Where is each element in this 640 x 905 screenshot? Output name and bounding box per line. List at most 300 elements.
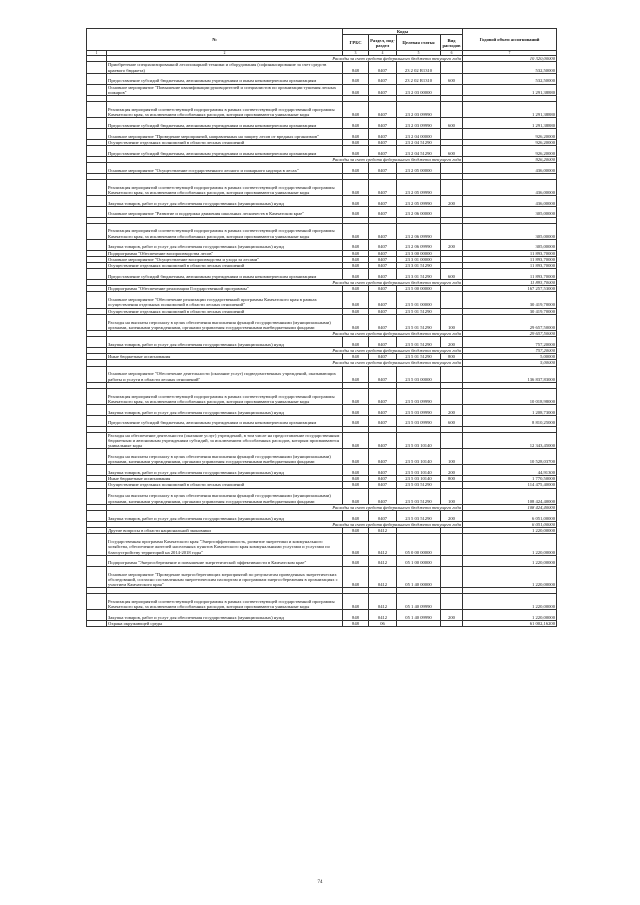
- grbs-code: 848: [343, 534, 369, 556]
- expense-type-code: 200: [441, 404, 463, 415]
- num-cell: [87, 449, 107, 465]
- header-total: Годовой объем ассигнований: [463, 29, 557, 51]
- header-codes: Коды: [343, 29, 463, 35]
- expense-type-code: 200: [441, 195, 463, 206]
- grbs-code: 848: [343, 84, 369, 95]
- amount-cell: 1 208,73000: [463, 404, 557, 415]
- num-cell: [87, 555, 107, 566]
- target-article-code: 23 5 01 51290: [397, 354, 441, 360]
- grbs-code: 848: [343, 488, 369, 504]
- funding-note: Расходы за счет средств федерального бюджета текущего года: [107, 156, 463, 162]
- amount-cell: 29 657,50000: [463, 330, 557, 336]
- target-article-code: 05 0 00 00000: [397, 534, 441, 556]
- expense-type-code: 800: [441, 476, 463, 482]
- num-cell: [87, 610, 107, 621]
- table-row: [87, 555, 557, 566]
- table-row: [87, 62, 557, 73]
- expense-type-code: [441, 432, 463, 449]
- amount-cell: 6 051,00000: [463, 510, 557, 521]
- table-row: [87, 195, 557, 206]
- target-article-code: 23 5 03 51290: [397, 482, 441, 488]
- target-article-code: 23 5 03 10140: [397, 465, 441, 476]
- table-row: [87, 566, 557, 588]
- amount-cell: 167 257,53000: [463, 286, 557, 292]
- section-code: 0407: [369, 488, 397, 504]
- section-code: 0407: [369, 465, 397, 476]
- section-code: 0407: [369, 366, 397, 382]
- expense-type-code: [441, 566, 463, 588]
- target-article-code: 23 3 01 00000: [397, 256, 441, 262]
- table-row: [87, 223, 557, 239]
- num-cell: [87, 269, 107, 280]
- target-article-code: 23 2 04 51290: [397, 139, 441, 145]
- section-code: 0407: [369, 510, 397, 521]
- expense-type-code: 100: [441, 449, 463, 465]
- amount-cell: 926,20000: [463, 129, 557, 140]
- num-cell: [87, 404, 107, 415]
- table-body: [87, 56, 557, 627]
- amount-cell: 11 893,70000: [463, 269, 557, 280]
- funding-note: Расходы за счет средств федерального бюджета текущего года: [107, 347, 463, 353]
- amount-cell: 10 018,98000: [463, 388, 557, 404]
- num-cell: [87, 388, 107, 404]
- table-row: [87, 84, 557, 95]
- section-code: 0407: [369, 223, 397, 239]
- num-cell: [87, 366, 107, 382]
- amount-cell: 436,00000: [463, 179, 557, 195]
- section-code: 0412: [369, 527, 397, 533]
- target-article-code: 23 5 01 51290: [397, 314, 441, 330]
- section-code: 0407: [369, 73, 397, 84]
- target-article-code: 23 5 03 09990: [397, 415, 441, 426]
- target-article-code: 23 5 03 10140: [397, 432, 441, 449]
- item-name: Осуществление отдельных полномочий в области лесных отношений: [107, 308, 343, 314]
- grbs-code: 848: [343, 129, 369, 140]
- section-code: 0407: [369, 415, 397, 426]
- item-name: Предоставление субсидий бюджетным, автономным учреждениям и иным некоммерческим организациям: [107, 118, 343, 129]
- target-article-code: 23 3 00 00000: [397, 250, 441, 256]
- expense-type-code: [441, 388, 463, 404]
- header-csr: Целевая статья: [397, 35, 441, 51]
- amount-cell: 1 220,00000: [463, 566, 557, 588]
- num-cell: [87, 337, 107, 348]
- item-name: Расходы на выплаты персоналу в целях обеспечения выполнения функций государственными (муниципальными) органами, казенными учреждениями, органами управления государственными внебюджетными фондами: [107, 488, 343, 504]
- section-code: 0407: [369, 163, 397, 174]
- grbs-code: 848: [343, 465, 369, 476]
- table-row: [87, 488, 557, 504]
- amount-cell: 12 343,45000: [463, 432, 557, 449]
- amount-cell: 29 657,50000: [463, 314, 557, 330]
- expense-type-code: [441, 62, 463, 73]
- expense-type-code: 200: [441, 510, 463, 521]
- num-cell: [87, 73, 107, 84]
- target-article-code: 23 2 03 09990: [397, 102, 441, 118]
- grbs-code: 848: [343, 366, 369, 382]
- section-code: 0412: [369, 594, 397, 610]
- item-name: Предоставление субсидий бюджетным, автономным учреждениям и иным некоммерческим организациям: [107, 73, 343, 84]
- section-code: 0412: [369, 610, 397, 621]
- item-name: Осуществление отдельных полномочий в области лесных отношений: [107, 482, 343, 488]
- item-name: Осуществление отдельных полномочий в области лесных отношений: [107, 139, 343, 145]
- section-code: 0407: [369, 337, 397, 348]
- table-row: [87, 432, 557, 449]
- section-code: 0412: [369, 534, 397, 556]
- expense-type-code: [441, 555, 463, 566]
- target-article-code: 23 5 03 09990: [397, 388, 441, 404]
- target-article-code: 23 5 03 10140: [397, 476, 441, 482]
- expense-type-code: [441, 102, 463, 118]
- amount-cell: 30 419,70000: [463, 292, 557, 308]
- item-name: Закупка товаров, работ и услуг для обеспечения государственных (муниципальных) нужд: [107, 465, 343, 476]
- target-article-code: 23 2 03 00000: [397, 84, 441, 95]
- section-code: 0407: [369, 432, 397, 449]
- amount-cell: 5,00000: [463, 354, 557, 360]
- item-name: Основное мероприятие "Проведение мероприятий, направленных на защиту лесов от вредных организмов": [107, 129, 343, 140]
- expense-type-code: [441, 366, 463, 382]
- funding-note: Расходы за счет средств федерального бюджета текущего года: [107, 360, 463, 366]
- num-cell: [87, 118, 107, 129]
- item-name: Предоставление субсидий бюджетным, автономным учреждениям и иным некоммерческим организациям: [107, 415, 343, 426]
- grbs-code: 848: [343, 314, 369, 330]
- num-cell: [87, 465, 107, 476]
- amount-cell: 1 220,00000: [463, 555, 557, 566]
- section-code: 0407: [369, 139, 397, 145]
- amount-cell: 11 893,70000: [463, 279, 557, 285]
- table-row: [87, 146, 557, 157]
- target-article-code: 23 5 01 51290: [397, 308, 441, 314]
- item-name: Другие вопросы в области национальной экономики: [107, 527, 343, 533]
- section-code: 0407: [369, 179, 397, 195]
- expense-type-code: [441, 621, 463, 627]
- expense-type-code: [441, 84, 463, 95]
- expense-type-code: 200: [441, 337, 463, 348]
- section-code: 0407: [369, 239, 397, 250]
- amount-cell: 305,00000: [463, 239, 557, 250]
- grbs-code: 848: [343, 482, 369, 488]
- target-article-code: 23 2 02 R1310: [397, 62, 441, 73]
- amount-cell: 108 424,40000: [463, 504, 557, 510]
- target-article-code: 23 2 02 R1310: [397, 73, 441, 84]
- budget-sheet: [86, 28, 556, 627]
- expense-type-code: 800: [441, 354, 463, 360]
- table-row: [87, 465, 557, 476]
- grbs-code: 848: [343, 256, 369, 262]
- expense-type-code: 600: [441, 118, 463, 129]
- amount-cell: 1 220,00000: [463, 610, 557, 621]
- section-code: 0407: [369, 118, 397, 129]
- target-article-code: 23 2 04 51290: [397, 146, 441, 157]
- grbs-code: 848: [343, 269, 369, 280]
- section-code: 0407: [369, 146, 397, 157]
- amount-cell: 10 320,00000: [463, 56, 557, 62]
- page-number: 74: [317, 880, 323, 885]
- section-code: 0407: [369, 262, 397, 268]
- grbs-code: 848: [343, 62, 369, 73]
- grbs-code: 848: [343, 206, 369, 217]
- grbs-code: 848: [343, 594, 369, 610]
- expense-type-code: 600: [441, 146, 463, 157]
- item-name: Основное мероприятие "Обеспечение реализации государственной программы Камчатского края в рамках осуществления отдельных полномочий в области лесных отношений": [107, 292, 343, 308]
- table-row: [87, 404, 557, 415]
- item-name: Основное мероприятие "Обеспечение деятельности (оказание услуг) подведомственных учреждений, оказывающих работы и услуги в области лесных отношений": [107, 366, 343, 382]
- expense-type-code: 200: [441, 610, 463, 621]
- num-cell: [87, 239, 107, 250]
- grbs-code: 848: [343, 610, 369, 621]
- table-row: [87, 415, 557, 426]
- grbs-code: 848: [343, 286, 369, 292]
- table-row: [87, 102, 557, 118]
- funding-note: Расходы за счет средств федерального бюджета текущего года: [107, 521, 463, 527]
- section-code: 0407: [369, 476, 397, 482]
- target-article-code: 23 5 03 51290: [397, 510, 441, 521]
- grbs-code: 848: [343, 146, 369, 157]
- item-name: Подпрограмма "Энергосбережение и повышение энергетической эффективности в Камчатском крае": [107, 555, 343, 566]
- header-razdel: Раздел, под-раздел: [369, 35, 397, 51]
- item-name: Предоставление субсидий бюджетным, автономным учреждениям и иным некоммерческим организациям: [107, 269, 343, 280]
- section-code: 0407: [369, 404, 397, 415]
- num-cell: [87, 163, 107, 174]
- header-index: 1: [87, 51, 107, 56]
- num-cell: [87, 432, 107, 449]
- header-num: №: [87, 29, 343, 51]
- table-row: [87, 179, 557, 195]
- section-code: 0407: [369, 449, 397, 465]
- expense-type-code: 100: [441, 488, 463, 504]
- table-row: [87, 73, 557, 84]
- item-name: Подпрограмма "Обеспечение реализации Государственной программы": [107, 286, 343, 292]
- amount-cell: 8 810,25000: [463, 415, 557, 426]
- item-name: Закупка товаров, работ и услуг для обеспечения государственных (муниципальных) нужд: [107, 510, 343, 521]
- expense-type-code: [441, 534, 463, 556]
- target-article-code: 23 5 03 51290: [397, 488, 441, 504]
- amount-cell: 532,50000: [463, 73, 557, 84]
- target-article-code: 23 2 03 09990: [397, 118, 441, 129]
- item-name: Реализация мероприятий соответствующей подпрограммы в рамках соответствующей государственной программы Камчатского края, за исключением обособленных расходов, которым присваиваются уникальные коды: [107, 102, 343, 118]
- item-name: Иные бюджетные ассигнования: [107, 354, 343, 360]
- amount-cell: 11 893,70000: [463, 262, 557, 268]
- target-article-code: 23 2 06 09990: [397, 223, 441, 239]
- item-name: Государственная программа Камчатского края "Энергоэффективность, развитие энергетики и коммунального хозяйства, обеспечение жителей населенных пунктов Камчатского края коммунальными услугами и услугами по благоустройству территорий на 2014-2018 годы": [107, 534, 343, 556]
- num-cell: [87, 566, 107, 588]
- grbs-code: 848: [343, 337, 369, 348]
- funding-note: Расходы за счет средств федерального бюджета текущего года: [107, 504, 463, 510]
- table-row: [87, 129, 557, 140]
- grbs-code: 848: [343, 292, 369, 308]
- num-cell: [87, 129, 107, 140]
- grbs-code: 848: [343, 163, 369, 174]
- expense-type-code: 600: [441, 269, 463, 280]
- item-name: Охрана окружающей среды: [107, 621, 343, 627]
- num-cell: [87, 146, 107, 157]
- item-name: Основное мероприятие "Осуществление государственного лесного и пожарного надзора в лесах": [107, 163, 343, 174]
- amount-cell: 1 220,00000: [463, 534, 557, 556]
- target-article-code: 23 3 01 51290: [397, 269, 441, 280]
- section-code: 0407: [369, 286, 397, 292]
- section-code: 0407: [369, 195, 397, 206]
- header-grbs: ГРБС: [343, 35, 369, 51]
- grbs-code: 848: [343, 621, 369, 627]
- grbs-code: 848: [343, 118, 369, 129]
- header-index: 3: [343, 51, 369, 56]
- item-name: Основное мероприятие "Повышение квалификации руководителей и специалистов по организации тушения лесных пожаров": [107, 84, 343, 95]
- amount-cell: 926,20000: [463, 146, 557, 157]
- target-article-code: 23 5 03 00000: [397, 366, 441, 382]
- table-row: [87, 206, 557, 217]
- section-code: 0407: [369, 314, 397, 330]
- item-name: Реализация мероприятий соответствующей подпрограммы в рамках соответствующей государственной программы Камчатского края, за исключением обособленных расходов, которым присваиваются уникальные коды: [107, 388, 343, 404]
- section-code: 0407: [369, 62, 397, 73]
- grbs-code: 848: [343, 179, 369, 195]
- item-name: Основное мероприятие "Осуществление воспроизводства и ухода за лесами": [107, 256, 343, 262]
- item-name: Осуществление отдельных полномочий в области лесных отношений: [107, 262, 343, 268]
- amount-cell: 108 424,40000: [463, 488, 557, 504]
- section-code: 0407: [369, 269, 397, 280]
- num-cell: [87, 62, 107, 73]
- table-header: [87, 29, 557, 56]
- table-row: [87, 163, 557, 174]
- header-index: 7: [463, 51, 557, 56]
- funding-note: Расходы за счет средств федерального бюджета текущего года: [107, 279, 463, 285]
- section-code: 0407: [369, 482, 397, 488]
- grbs-code: 848: [343, 250, 369, 256]
- item-name: Предоставление субсидий бюджетным, автономным учреждениям и иным некоммерческим организациям: [107, 146, 343, 157]
- section-code: 0407: [369, 308, 397, 314]
- grbs-code: 848: [343, 510, 369, 521]
- amount-cell: 1 291,38880: [463, 102, 557, 118]
- grbs-code: 848: [343, 73, 369, 84]
- item-name: Закупка товаров, работ и услуг для обеспечения государственных (муниципальных) нужд: [107, 195, 343, 206]
- section-code: 0407: [369, 388, 397, 404]
- target-article-code: 23 2 04 00000: [397, 129, 441, 140]
- header-index: 5: [397, 51, 441, 56]
- target-article-code: 05 1 40 09990: [397, 610, 441, 621]
- amount-cell: 1 291,38880: [463, 118, 557, 129]
- amount-cell: 5,00000: [463, 360, 557, 366]
- amount-cell: 61 002,16200: [463, 621, 557, 627]
- expense-type-code: 200: [441, 465, 463, 476]
- grbs-code: 848: [343, 555, 369, 566]
- table-row: [87, 534, 557, 556]
- num-cell: [87, 292, 107, 308]
- header-index: 4: [369, 51, 397, 56]
- num-cell: [87, 621, 107, 627]
- section-code: 06: [369, 621, 397, 627]
- num-cell: [87, 206, 107, 217]
- amount-cell: 532,50000: [463, 62, 557, 73]
- section-code: 0407: [369, 84, 397, 95]
- amount-cell: 11 893,70000: [463, 256, 557, 262]
- amount-cell: 30 419,70000: [463, 308, 557, 314]
- amount-cell: 114 475,40000: [463, 482, 557, 488]
- target-article-code: 23 2 06 09990: [397, 239, 441, 250]
- expense-type-code: [441, 594, 463, 610]
- expense-type-code: 200: [441, 239, 463, 250]
- target-article-code: 05 1 40 00000: [397, 566, 441, 588]
- header-vid: Вид расходов: [441, 35, 463, 51]
- item-name: Расходы на выплаты персоналу в целях обеспечения выполнения функций государственными (муниципальными) органами, казенными учреждениями, органами управления государственными внебюджетными фондами: [107, 314, 343, 330]
- target-article-code: 23 5 01 51290: [397, 337, 441, 348]
- expense-type-code: 600: [441, 73, 463, 84]
- section-code: 0407: [369, 256, 397, 262]
- item-name: Закупка товаров, работ и услуг для обеспечения государственных (муниципальных) нужд: [107, 239, 343, 250]
- grbs-code: 848: [343, 223, 369, 239]
- header-index: 2: [107, 51, 343, 56]
- table-row: [87, 610, 557, 621]
- amount-cell: 305,00000: [463, 206, 557, 217]
- amount-cell: 436,00000: [463, 163, 557, 174]
- amount-cell: 1 220,00000: [463, 594, 557, 610]
- item-name: Расходы на обеспечение деятельности (оказание услуг) учреждений, в том числе на предоставление государственным бюджетным и автономным учреждениям субсидий, за исключением обособленных расходов, которым присваиваются уникальные коды: [107, 432, 343, 449]
- num-cell: [87, 102, 107, 118]
- table-row: [87, 366, 557, 382]
- item-name: Закупка товаров, работ и услуг для обеспечения государственных (муниципальных) нужд: [107, 404, 343, 415]
- amount-cell: 6 051,00000: [463, 521, 557, 527]
- table-row: [87, 292, 557, 308]
- num-cell: [87, 488, 107, 504]
- grbs-code: 848: [343, 308, 369, 314]
- item-name: Подпрограмма "Обеспечение воспроизводства лесов": [107, 250, 343, 256]
- table-row: [87, 388, 557, 404]
- num-cell: [87, 314, 107, 330]
- grbs-code: 848: [343, 195, 369, 206]
- section-code: 0407: [369, 292, 397, 308]
- num-cell: [87, 510, 107, 521]
- amount-cell: 1 291,38880: [463, 84, 557, 95]
- table-row: [87, 449, 557, 465]
- amount-cell: 1 770,50000: [463, 476, 557, 482]
- grbs-code: 848: [343, 102, 369, 118]
- grbs-code: 848: [343, 527, 369, 533]
- section-code: 0412: [369, 566, 397, 588]
- grbs-code: 848: [343, 432, 369, 449]
- target-article-code: 23 2 06 00000: [397, 206, 441, 217]
- table-row: [87, 510, 557, 521]
- expense-type-code: [441, 163, 463, 174]
- grbs-code: 848: [343, 239, 369, 250]
- num-cell: [87, 195, 107, 206]
- target-article-code: 23 5 03 10140: [397, 449, 441, 465]
- item-name: Реализация мероприятий соответствующей подпрограммы в рамках соответствующей государственной программы Камчатского края, за исключением обособленных расходов, которым присваиваются уникальные коды: [107, 179, 343, 195]
- num-cell: [87, 84, 107, 95]
- grbs-code: 848: [343, 354, 369, 360]
- expense-type-code: [441, 179, 463, 195]
- item-name: Расходы на выплаты персоналу в целях обеспечения выполнения функций государственными (муниципальными) органами, казенными учреждениями, органами управления государственными внебюджетными фондами: [107, 449, 343, 465]
- table-row: [87, 118, 557, 129]
- target-article-code: [397, 621, 441, 627]
- table-row: [87, 337, 557, 348]
- expense-type-code: [441, 206, 463, 217]
- target-article-code: 23 5 00 00000: [397, 286, 441, 292]
- item-name: Иные бюджетные ассигнования: [107, 476, 343, 482]
- section-code: 0407: [369, 102, 397, 118]
- target-article-code: 23 5 03 09990: [397, 404, 441, 415]
- grbs-code: 848: [343, 476, 369, 482]
- item-name: Реализация мероприятий соответствующей подпрограммы в рамках соответствующей государственной программы Камчатского края, за исключением обособленных расходов, которым присваиваются уникальные коды: [107, 223, 343, 239]
- expense-type-code: 600: [441, 415, 463, 426]
- item-name: Закупка товаров, работ и услуг для обеспечения государственных (муниципальных) нужд: [107, 610, 343, 621]
- num-cell: [87, 179, 107, 195]
- amount-cell: 10 528,03700: [463, 449, 557, 465]
- table-row: [87, 239, 557, 250]
- target-article-code: 23 3 01 51290: [397, 262, 441, 268]
- section-code: 0407: [369, 250, 397, 256]
- funding-note: Расходы за счет средств федерального бюджета текущего года: [107, 56, 463, 62]
- item-name: Основное мероприятие "Развитие и поддержка движения школьных лесничеств в Камчатском крае": [107, 206, 343, 217]
- section-code: 0407: [369, 354, 397, 360]
- item-name: Закупка товаров, работ и услуг для обеспечения государственных (муниципальных) нужд: [107, 337, 343, 348]
- amount-cell: 757,20000: [463, 347, 557, 353]
- amount-cell: 926,20000: [463, 156, 557, 162]
